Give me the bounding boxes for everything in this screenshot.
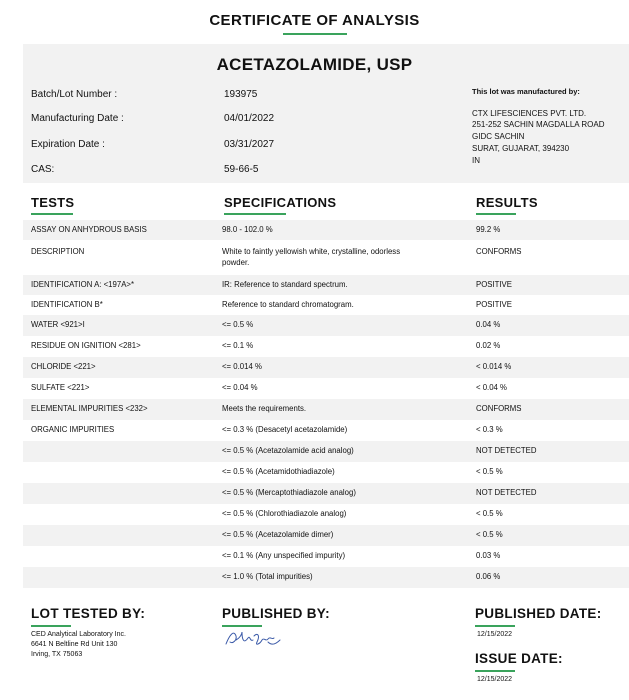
published-date-value: 12/15/2022 bbox=[477, 631, 513, 638]
manufacturer-line: GIDC SACHIN bbox=[472, 132, 525, 141]
test-result: < 0.5 % bbox=[476, 467, 503, 476]
published-date-underline bbox=[475, 625, 515, 627]
test-specification: <= 1.0 % (Total impurities) bbox=[222, 572, 313, 581]
test-result: 0.04 % bbox=[476, 320, 501, 329]
tests-column-header: TESTS bbox=[31, 195, 75, 210]
title-underline bbox=[283, 33, 347, 35]
test-result: CONFORMS bbox=[476, 247, 522, 256]
test-result: CONFORMS bbox=[476, 404, 522, 413]
test-result: 0.03 % bbox=[476, 551, 501, 560]
table-row bbox=[23, 399, 629, 420]
test-specification: <= 0.3 % (Desacetyl acetazolamide) bbox=[222, 425, 348, 434]
test-name: IDENTIFICATION A: <197A>* bbox=[31, 280, 134, 289]
published-date-heading: PUBLISHED DATE: bbox=[475, 606, 602, 621]
test-result: POSITIVE bbox=[476, 300, 512, 309]
test-name: DESCRIPTION bbox=[31, 247, 85, 256]
issue-date-value: 12/15/2022 bbox=[477, 676, 513, 683]
table-row bbox=[23, 504, 629, 525]
manufacturer-line: SURAT, GUJARAT, 394230 bbox=[472, 144, 570, 153]
results-underline bbox=[476, 213, 516, 215]
test-specification: <= 0.5 % (Acetazolamide dimer) bbox=[222, 530, 334, 539]
manufacturing-date-value: 04/01/2022 bbox=[224, 113, 275, 124]
test-result: 0.06 % bbox=[476, 572, 501, 581]
published-by-heading: PUBLISHED BY: bbox=[222, 606, 330, 621]
table-row bbox=[23, 525, 629, 546]
table-row bbox=[23, 357, 629, 378]
test-specification: White to faintly yellowish white, crystalline, odorless powder. bbox=[222, 247, 401, 267]
table-row bbox=[23, 441, 629, 462]
issue-date-underline bbox=[475, 670, 515, 672]
batch-value: 193975 bbox=[224, 89, 258, 100]
signature-image bbox=[224, 628, 284, 650]
table-row bbox=[23, 295, 629, 315]
table-row bbox=[23, 483, 629, 504]
test-name: ORGANIC IMPURITIES bbox=[31, 425, 115, 434]
test-result: < 0.5 % bbox=[476, 530, 503, 539]
test-name: ASSAY ON ANHYDROUS BASIS bbox=[31, 225, 147, 234]
test-name: WATER <921>I bbox=[31, 320, 85, 329]
cas-label: CAS: bbox=[31, 164, 55, 175]
table-row bbox=[23, 378, 629, 399]
manufacturer-line: CTX LIFESCIENCES PVT. LTD. bbox=[472, 109, 587, 118]
table-row bbox=[23, 275, 629, 295]
published-by-underline bbox=[222, 625, 262, 627]
test-result: 99.2 % bbox=[476, 225, 501, 234]
test-specification: IR: Reference to standard spectrum. bbox=[222, 280, 348, 289]
test-result: < 0.5 % bbox=[476, 509, 503, 518]
test-specification: 98.0 - 102.0 % bbox=[222, 225, 273, 234]
test-name: ELEMENTAL IMPURITIES <232> bbox=[31, 404, 148, 413]
test-result: NOT DETECTED bbox=[476, 488, 537, 497]
manufacturer-line: IN bbox=[472, 156, 480, 165]
cas-value: 59-66-5 bbox=[224, 164, 259, 175]
batch-label: Batch/Lot Number : bbox=[31, 89, 118, 100]
test-name: RESIDUE ON IGNITION <281> bbox=[31, 341, 141, 350]
specifications-underline bbox=[224, 213, 286, 215]
test-specification: Meets the requirements. bbox=[222, 404, 307, 413]
lot-tested-by-heading: LOT TESTED BY: bbox=[31, 606, 146, 621]
test-specification: <= 0.5 % (Mercaptothiadiazole analog) bbox=[222, 488, 356, 497]
results-column-header: RESULTS bbox=[476, 195, 538, 210]
test-specification: <= 0.5 % (Acetazolamide acid analog) bbox=[222, 446, 354, 455]
table-row bbox=[23, 336, 629, 357]
table-row bbox=[23, 420, 629, 441]
test-specification: <= 0.5 % (Acetamidothiadiazole) bbox=[222, 467, 335, 476]
expiration-date-label: Expiration Date : bbox=[31, 139, 105, 150]
lab-address-line: Irving, TX 75063 bbox=[31, 651, 83, 658]
test-specification: <= 0.014 % bbox=[222, 362, 262, 371]
table-row bbox=[23, 220, 629, 240]
table-row bbox=[23, 567, 629, 588]
manufacturer-line: 251-252 SACHIN MAGDALLA ROAD bbox=[472, 120, 605, 129]
test-name: CHLORIDE <221> bbox=[31, 362, 96, 371]
test-specification: <= 0.1 % bbox=[222, 341, 254, 350]
lab-address-line: 6641 N Beltline Rd Unit 130 bbox=[31, 641, 118, 648]
expiration-date-value: 03/31/2027 bbox=[224, 139, 275, 150]
test-result: NOT DETECTED bbox=[476, 446, 537, 455]
test-result: 0.02 % bbox=[476, 341, 501, 350]
test-result: < 0.014 % bbox=[476, 362, 512, 371]
issue-date-heading: ISSUE DATE: bbox=[475, 651, 563, 666]
lot-tested-underline bbox=[31, 625, 71, 627]
test-specification: <= 0.04 % bbox=[222, 383, 258, 392]
table-row bbox=[23, 315, 629, 336]
table-row bbox=[23, 546, 629, 567]
test-name: IDENTIFICATION B* bbox=[31, 300, 103, 309]
test-specification: Reference to standard chromatogram. bbox=[222, 300, 354, 309]
manufacturer-heading: This lot was manufactured by: bbox=[472, 87, 580, 96]
test-specification: <= 0.1 % (Any unspecified impurity) bbox=[222, 551, 346, 560]
test-result: < 0.3 % bbox=[476, 425, 503, 434]
table-row bbox=[23, 462, 629, 483]
manufacturing-date-label: Manufacturing Date : bbox=[31, 113, 124, 124]
table-row bbox=[23, 240, 629, 275]
test-specification: <= 0.5 % bbox=[222, 320, 254, 329]
document-title: CERTIFICATE OF ANALYSIS bbox=[209, 12, 420, 29]
test-result: < 0.04 % bbox=[476, 383, 507, 392]
test-name: SULFATE <221> bbox=[31, 383, 90, 392]
test-specification: <= 0.5 % (Chlorothiadiazole analog) bbox=[222, 509, 347, 518]
specifications-column-header: SPECIFICATIONS bbox=[224, 195, 337, 210]
test-result: POSITIVE bbox=[476, 280, 512, 289]
product-name: ACETAZOLAMIDE, USP bbox=[216, 55, 413, 74]
lab-address-line: CED Analytical Laboratory Inc. bbox=[31, 631, 126, 638]
tests-underline bbox=[31, 213, 73, 215]
